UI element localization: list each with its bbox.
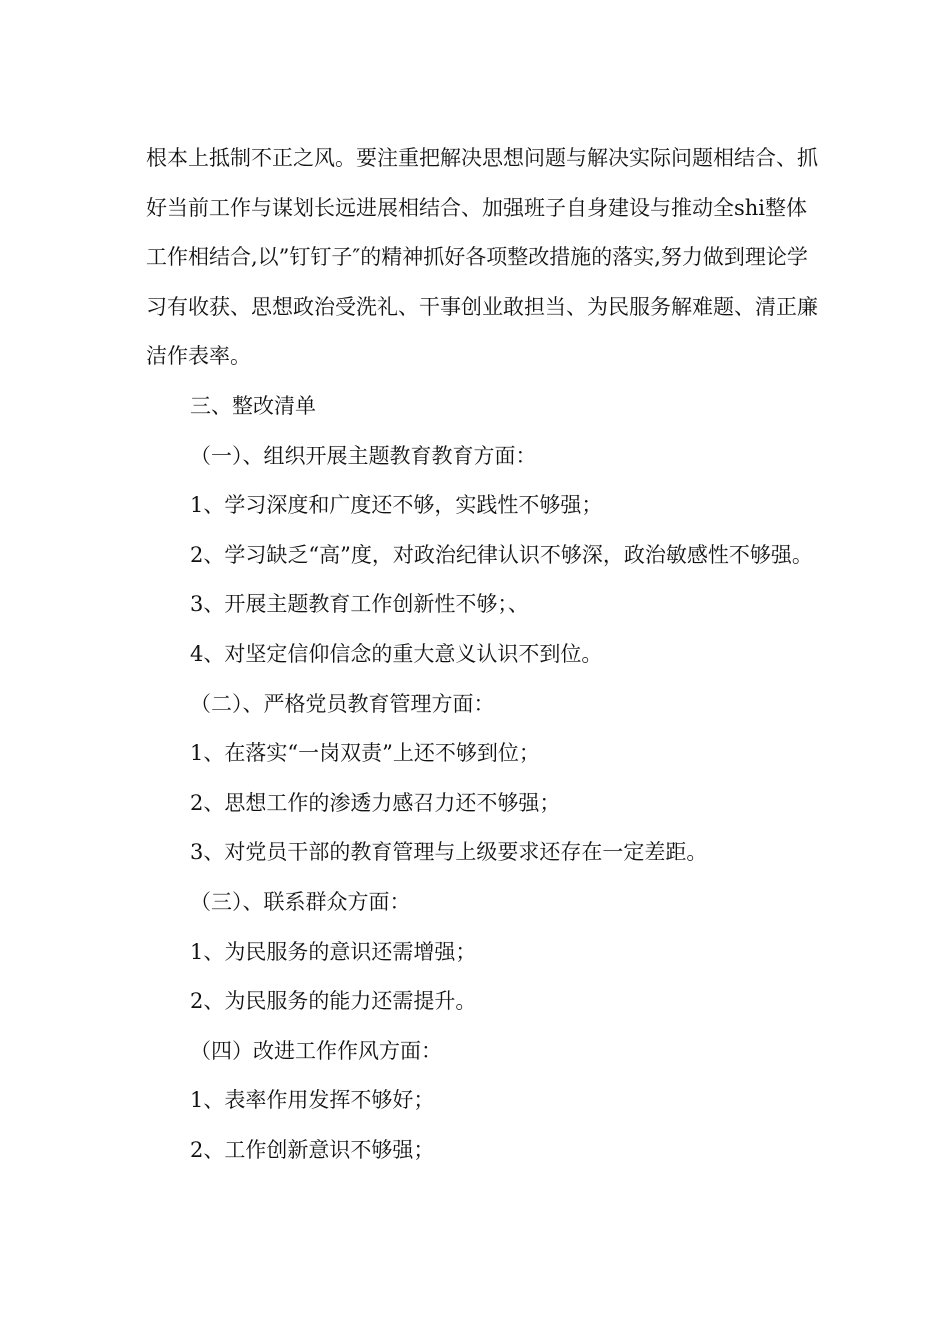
list-item: 3、对党员干部的教育管理与上级要求还存在一定差距。 [190, 840, 708, 865]
list-item: 2、工作创新意识不够强； [190, 1137, 435, 1162]
subsection-heading-4: （四）改进工作作风方面： [190, 1038, 442, 1063]
list-item: 2、学习缺乏“高”度，对政治纪律认识不够深，政治敏感性不够强。 [190, 542, 813, 567]
list-item: 4、对坚定信仰信念的重大意义认识不到位。 [190, 641, 603, 666]
list-item: 1、在落实“一岗双责”上还不够到位； [190, 741, 540, 766]
section-heading-rectification-list: 三、整改清单 [190, 393, 316, 418]
subsection-heading-1: （一）、组织开展主题教育教育方面： [190, 443, 537, 468]
list-item: 1、学习深度和广度还不够，实践性不够强； [190, 493, 603, 518]
list-item: 2、为民服务的能力还需提升。 [190, 989, 477, 1014]
list-item: 1、为民服务的意识还需增强； [190, 939, 477, 964]
list-item: 3、开展主题教育工作创新性不够；、 [190, 592, 529, 617]
document-body [146, 134, 826, 1175]
subsection-heading-2: （二）、严格党员教育管理方面： [190, 691, 495, 716]
list-item: 2、思想工作的渗透力感召力还不够强； [190, 790, 561, 815]
paragraph-continuation: 根本上抵制不正之风。要注重把解决思想问题与解决实际问题相结合、抓好当前工作与谋划长远进展相结合、加强班子自身建设与推动全shi整体工作相结合,以”钉钉子″的精神抓好各项整改措施的落实,努力做到理论学习有收获、思想政治受洗礼、干事创业敢担当、为民服务解难题、清正廉洁作表率。 [146, 146, 818, 369]
subsection-heading-3: （三）、联系群众方面： [190, 889, 411, 914]
list-item: 1、表率作用发挥不够好； [190, 1088, 435, 1113]
